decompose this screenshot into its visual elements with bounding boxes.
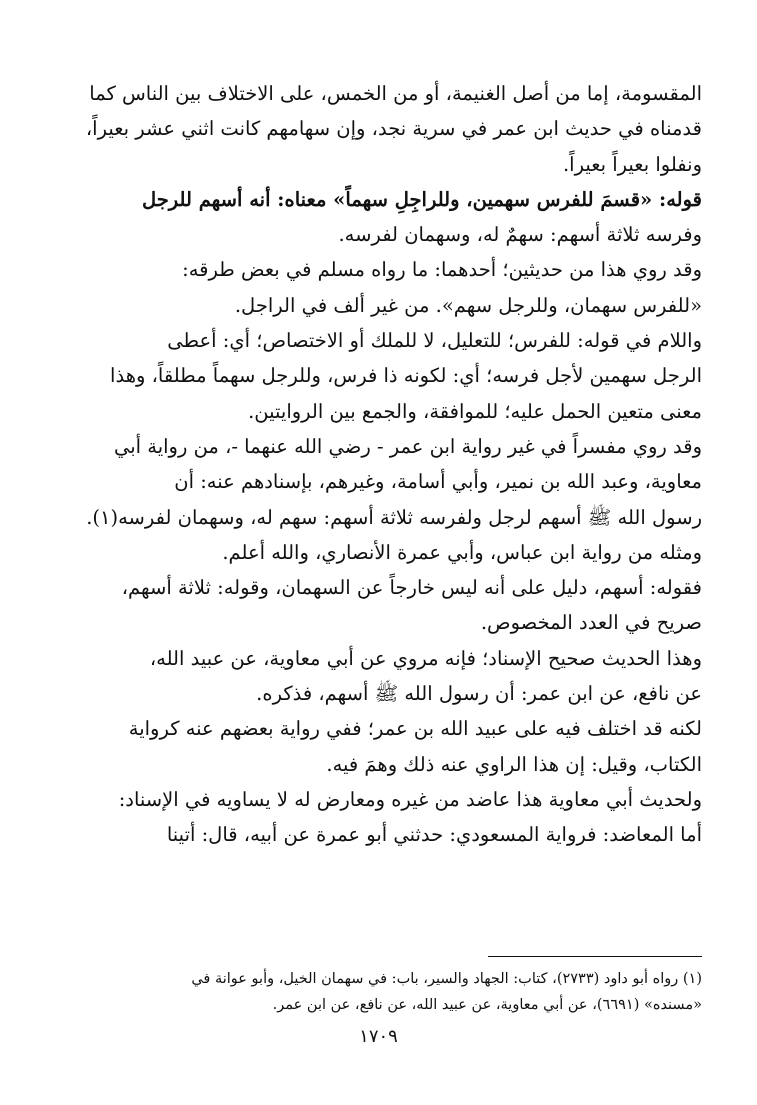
- text-line: صريح في العدد المخصوص.: [480, 611, 702, 635]
- text-line: أما المعاضد: فرواية المسعودي: حدثني أبو عمرة عن أبيه، قال: أتينا: [166, 823, 702, 847]
- text-line: واللام في قوله: للفرس؛ للتعليل، لا للملك أو الاختصاص؛ أي: أعطى: [167, 329, 702, 353]
- main-text: [82, 76, 702, 853]
- footnote-line: «مسنده» (٦٦٩١)، عن أبي معاوية، عن عبيد الله، عن نافع، عن ابن عمر.: [272, 997, 702, 1013]
- text-line: «للفرس سهمان، وللرجل سهم». من غير ألف في الراجل.: [234, 293, 702, 317]
- text-line: وقد روي مفسراً في غير رواية ابن عمر - رضي الله عنهما -، من رواية أبي: [113, 434, 702, 458]
- text-line: ولحديث أبي معاوية هذا عاضد من غيره ومعارض له لا يساويه في الإسناد:: [118, 787, 702, 811]
- text-line: قدمناه في حديث ابن عمر في سرية نجد، وإن سهامهم كانت اثني عشر بعيراً،: [85, 117, 702, 141]
- text-line: وهذا الحديث صحيح الإسناد؛ فإنه مروي عن أبي معاوية، عن عبيد الله،: [149, 646, 702, 670]
- text-line: قوله: «قسمَ للفرس سهمين، وللراجِلِ سهماً» معناه: أنه أسهم للرجل: [141, 187, 702, 211]
- text-line: عن نافع، عن ابن عمر: أن رسول الله ﷺ أسهم، فذكره.: [256, 682, 702, 706]
- footnote-separator: [488, 956, 702, 957]
- page-number: ١٧٠٩: [359, 1026, 398, 1047]
- text-line: ومثله من رواية ابن عباس، وأبي عمرة الأنصاري، والله أعلم.: [222, 540, 702, 564]
- text-line: معنى متعين الحمل عليه؛ للموافقة، والجمع بين الروايتين.: [248, 399, 702, 423]
- text-line: معاوية، وعبد الله بن نمير، وأبي أسامة، وغيرهم، بإسنادهم عنه: أن: [174, 470, 702, 494]
- text-line: ونفلوا بعيراً بعيراً.: [562, 152, 702, 176]
- text-line: لكنه قد اختلف فيه على عبيد الله بن عمر؛ ففي رواية بعضهم عنه كرواية: [128, 717, 702, 741]
- footnote-line: (١) رواه أبو داود (٢٧٣٣)، كتاب: الجهاد والسير، باب: في سهمان الخيل، وأبو عوانة في: [191, 971, 702, 987]
- text-line: رسول الله ﷺ أسهم لرجل ولفرسه ثلاثة أسهم: سهم له، وسهمان لفرسه(١).: [86, 505, 702, 529]
- text-line: فقوله: أسهم، دليل على أنه ليس خارجاً عن السهمان، وقوله: ثلاثة أسهم،: [121, 576, 702, 600]
- text-line: الرجل سهمين لأجل فرسه؛ أي: لكونه ذا فرس، وللرجل سهماً مطلقاً، وهذا: [110, 364, 702, 388]
- text-line: وقد روي هذا من حديثين؛ أحدهما: ما رواه مسلم في بعض طرقه:: [182, 258, 702, 282]
- footnotes: [82, 966, 702, 1018]
- text-line: المقسومة، إما من أصل الغنيمة، أو من الخمس، على الاختلاف بين الناس كما: [89, 82, 702, 105]
- text-line: الكتاب، وقيل: إن هذا الراوي عنه ذلك وهمَ فيه.: [326, 752, 702, 776]
- text-line: وفرسه ثلاثة أسهم: سهمٌ له، وسهمان لفرسه.: [338, 223, 702, 247]
